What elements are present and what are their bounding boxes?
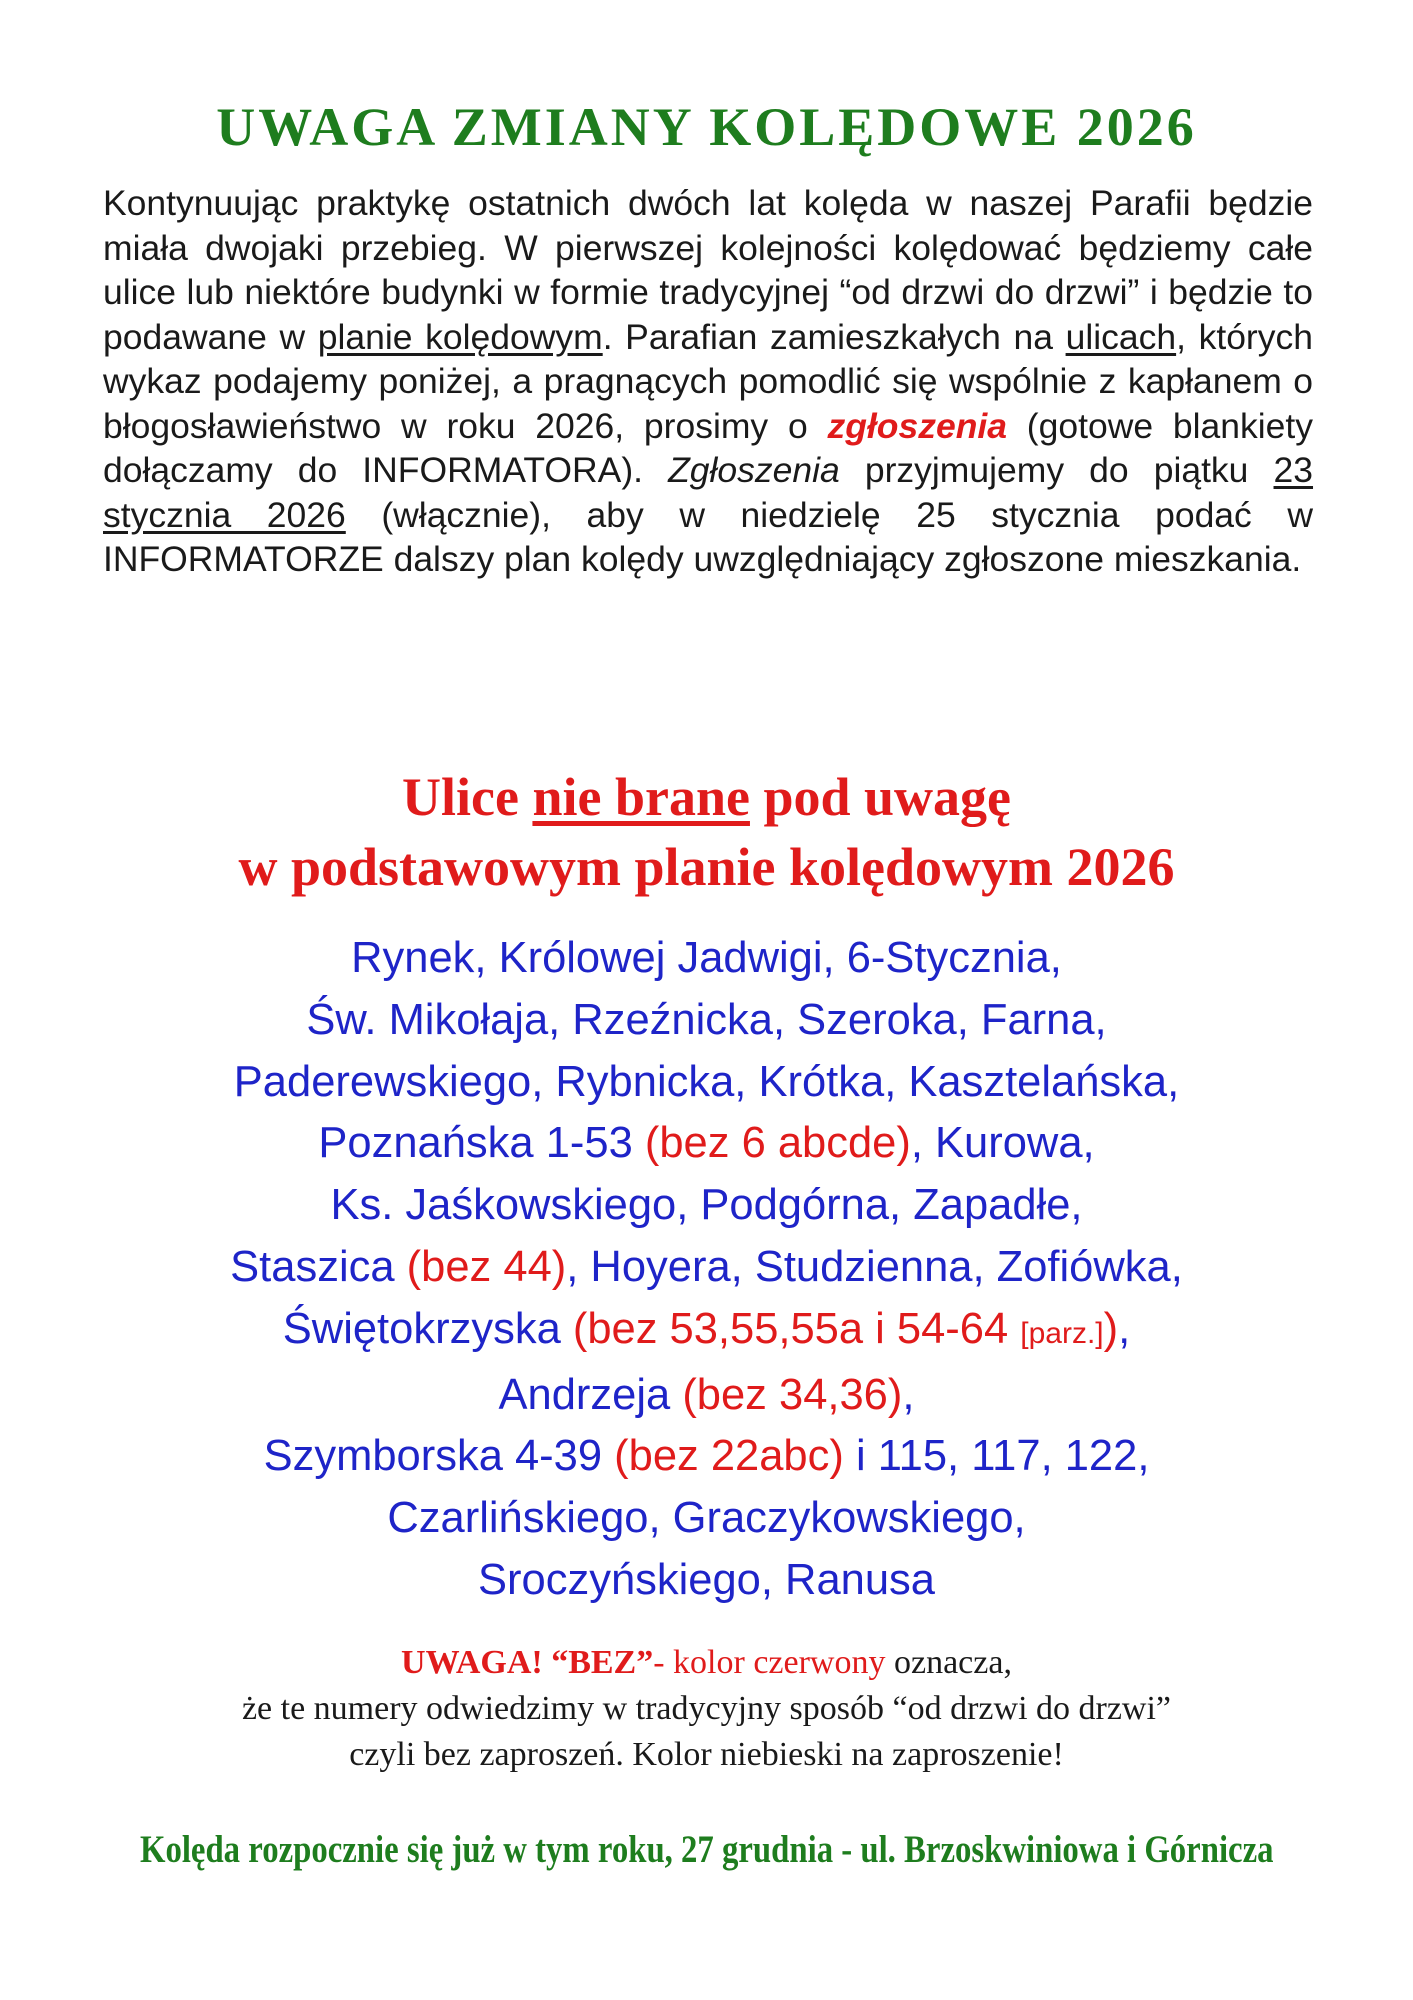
street-exception: (bez 6 abcde) bbox=[644, 1119, 911, 1168]
intro-text-3: , których wykaz podajemy poniżej, a pragnących pomodlić się wspólnie z kapłanem o błogosławieństwo w roku 2026, prosimy o bbox=[103, 316, 1313, 446]
intro-text-2: . Parafian zamieszkałych na bbox=[602, 316, 1066, 357]
street-line bbox=[0, 1426, 1413, 1488]
street-line bbox=[0, 1299, 1413, 1365]
intro-text-6: (włącznie), aby w niedzielę 25 stycznia podać w INFORMATORZE dalszy plan kolędy uwzględniający zgłoszone mieszkania. bbox=[103, 494, 1314, 579]
street-text: Poznańska 1-53 bbox=[318, 1119, 645, 1168]
street-text: Sroczyńskiego, Ranusa bbox=[478, 1555, 935, 1604]
street-line bbox=[0, 1052, 1413, 1114]
page-title: UWAGA ZMIANY KOLĘDOWE 2026 bbox=[216, 97, 1197, 157]
street-exception: (bez 34,36) bbox=[682, 1370, 903, 1419]
note-red-label: - kolor czerwony bbox=[653, 1644, 886, 1681]
intro-text-1: Kontynuując praktykę ostatnich dwóch lat kolęda w naszej Parafii będzie miała dwojaki przebieg. W pierwszej kolejności kolędować będziemy całe ulice lub niektóre budynki w formie tradycyjnej “od drzwi do drzwi” i będzie to podawane w bbox=[103, 183, 1313, 357]
streets-heading bbox=[0, 762, 1413, 902]
street-text: , bbox=[902, 1370, 915, 1419]
street-exception: (bez 53,55,55a i 54-64 bbox=[572, 1304, 1021, 1353]
street-exception-small: [parz.] bbox=[1020, 1316, 1104, 1350]
note-warning: UWAGA! “BEZ” bbox=[401, 1644, 654, 1681]
intro-underlined-streets: ulicach bbox=[1065, 316, 1177, 357]
street-exception: (bez 22abc) bbox=[614, 1432, 844, 1481]
heading-underlined: nie brane bbox=[532, 767, 750, 827]
heading-line-2: w podstawowym planie kolędowym 2026 bbox=[238, 837, 1175, 897]
heading-line-1 bbox=[0, 762, 1413, 832]
street-text: Rynek, Królowej Jadwigi, 6-Stycznia, bbox=[351, 934, 1062, 982]
intro-deadline-date: 23 stycznia 2026 bbox=[103, 450, 1314, 535]
footer-text: Kolęda rozpocznie się już w tym roku, 27 grudnia - ul. Brzoskwiniowa i Górnicza bbox=[139, 1828, 1274, 1871]
color-legend-note bbox=[0, 1640, 1413, 1778]
street-exception-close: ) bbox=[1103, 1304, 1119, 1353]
heading-text-a: Ulice bbox=[401, 767, 533, 827]
street-line bbox=[0, 1237, 1413, 1299]
note-line-1 bbox=[0, 1640, 1413, 1686]
intro-text-5: przyjmujemy do piątku bbox=[839, 450, 1274, 490]
intro-italic-requests: Zgłoszenia bbox=[668, 450, 840, 490]
note-line-2: że te numery odwiedzimy w tradycyjny sposób “od drzwi do drzwi” bbox=[241, 1690, 1172, 1727]
intro-emphasis-requests: zgłoszenia bbox=[827, 405, 1008, 446]
intro-paragraph bbox=[103, 181, 1313, 582]
start-date-footer bbox=[0, 1825, 1413, 1875]
street-text: , Hoyera, Studzienna, Zofiówka, bbox=[566, 1242, 1183, 1291]
street-line bbox=[0, 928, 1413, 990]
street-text: Świętokrzyska bbox=[282, 1304, 573, 1353]
street-line bbox=[0, 1550, 1413, 1612]
street-text: i 115, 117, 122, bbox=[843, 1432, 1150, 1481]
street-text: , Kurowa, bbox=[910, 1119, 1095, 1168]
street-text: Św. Mikołaja, Rzeźnicka, Szeroka, Farna, bbox=[306, 995, 1107, 1044]
street-text: Czarlińskiego, Graczykowskiego, bbox=[387, 1494, 1026, 1543]
street-line bbox=[0, 1113, 1413, 1175]
street-line bbox=[0, 1488, 1413, 1550]
street-text: Szymborska 4-39 bbox=[263, 1432, 615, 1481]
note-line-3: czyli bez zaproszeń. Kolor niebieski na zaproszenie! bbox=[349, 1736, 1064, 1773]
street-line bbox=[0, 1365, 1413, 1427]
heading-text-b: pod uwagę bbox=[749, 767, 1012, 827]
street-line bbox=[0, 990, 1413, 1052]
street-text: Ks. Jaśkowskiego, Podgórna, Zapadłe, bbox=[330, 1181, 1083, 1230]
intro-text-4: (gotowe blankiety dołączamy do INFORMATORA). bbox=[103, 405, 1313, 490]
intro-underlined-plan: planie kolędowym bbox=[317, 316, 603, 357]
street-exception: (bez 44) bbox=[406, 1242, 567, 1291]
street-text: Paderewskiego, Rybnicka, Krótka, Kasztelańska, bbox=[233, 1057, 1180, 1106]
street-text: Andrzeja bbox=[498, 1370, 683, 1419]
street-text: Staszica bbox=[230, 1242, 407, 1291]
street-text: , bbox=[1118, 1304, 1131, 1353]
streets-list bbox=[0, 928, 1413, 1612]
street-line bbox=[0, 1175, 1413, 1237]
note-text: oznacza, bbox=[885, 1644, 1012, 1681]
